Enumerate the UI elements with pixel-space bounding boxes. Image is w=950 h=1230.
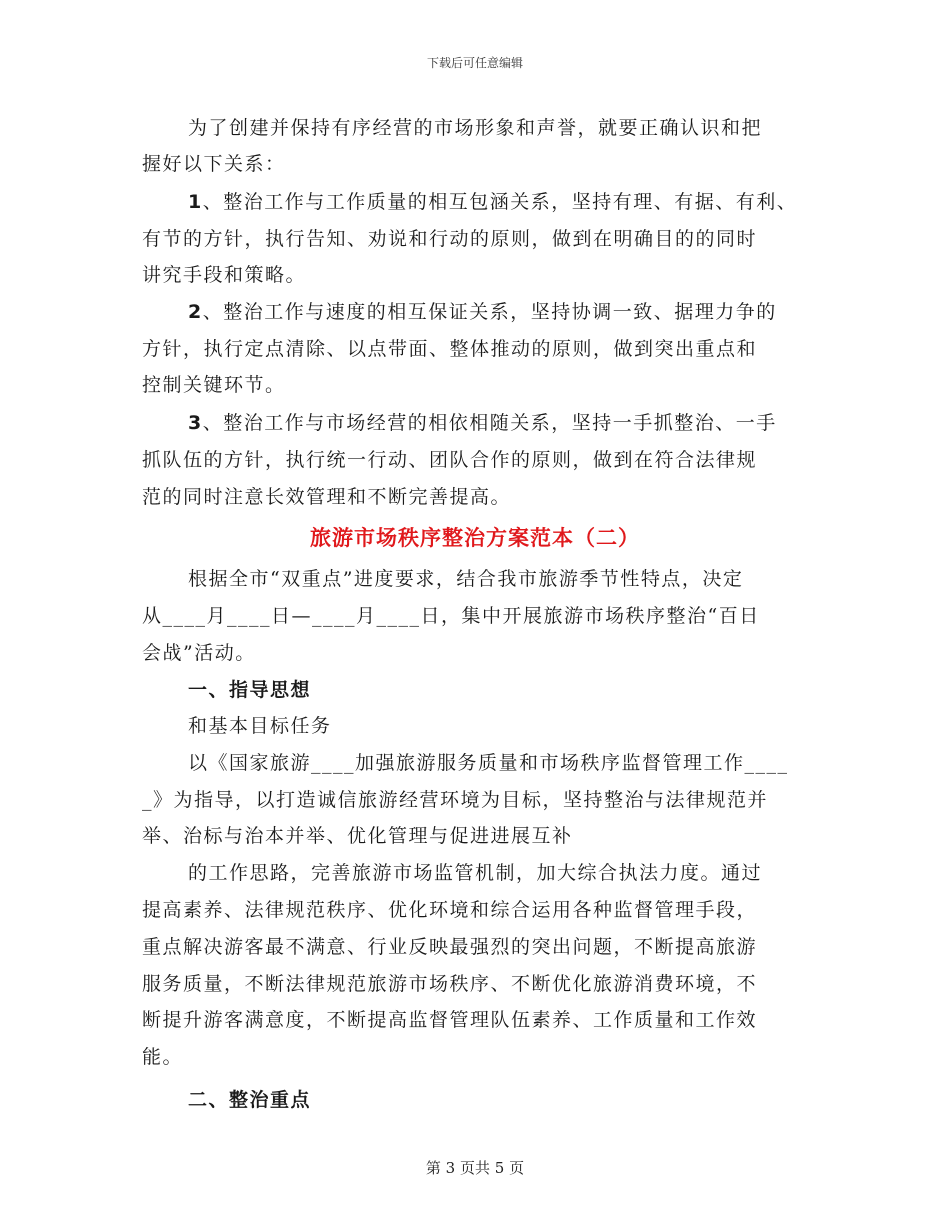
- heading-key-points: 二、整治重点: [188, 1089, 312, 1111]
- list-number: 1: [188, 191, 203, 213]
- paragraph-line: 根据全市“双重点”进度要求，结合我市旅游季节性特点，决定: [188, 568, 744, 590]
- list-item-2: [188, 300, 777, 324]
- list-number: 3: [188, 412, 203, 434]
- list-text: 、整治工作与市场经营的相依相随关系，坚持一手抓整治、一手: [202, 412, 777, 434]
- list-text: 、整治工作与速度的相互保证关系，坚持协调一致、据理力争的: [202, 301, 777, 323]
- paragraph-line: 会战”活动。: [142, 642, 256, 664]
- paragraph-line: 断提升游客满意度，不断提高监督管理队伍素养、工作质量和工作效: [142, 1009, 758, 1031]
- paragraph-line: 握好以下关系：: [142, 153, 286, 175]
- page-header: 下载后可任意编辑: [426, 56, 523, 70]
- paragraph-line: 抓队伍的方针，执行统一行动、团队合作的原则，做到在符合法律规: [142, 449, 758, 471]
- paragraph-line: 的工作思路，完善旅游市场监管机制，加大综合执法力度。通过: [188, 862, 763, 884]
- page-number: 第 3 页共 5 页: [425, 1159, 525, 1177]
- paragraph-line: 提高素养、法律规范秩序、优化环境和综合运用各种监督管理手段，: [142, 899, 758, 921]
- heading-guiding-thought: 一、指导思想: [188, 679, 312, 701]
- list-item-1: [188, 190, 797, 214]
- paragraph-line: _》为指导，以打造诚信旅游经营环境为目标，坚持整治与法律规范并: [142, 789, 769, 811]
- paragraph-line: 讲究手段和策略。: [142, 264, 307, 286]
- paragraph-line: 能。: [142, 1046, 184, 1068]
- list-text: 、整治工作与工作质量的相互包涵关系，坚持有理、有据、有利、: [202, 191, 798, 213]
- paragraph-line: 为了创建并保持有序经营的市场形象和声誉，就要正确认识和把: [188, 117, 763, 139]
- paragraph-line: 控制关键环节。: [142, 374, 286, 396]
- paragraph-line: 重点解决游客最不满意、行业反映最强烈的突出问题，不断提高旅游: [142, 936, 758, 958]
- paragraph-line: 范的同时注意长效管理和不断完善提高。: [142, 486, 512, 508]
- paragraph-line: 服务质量，不断法律规范旅游市场秩序、不断优化旅游消费环境，不: [142, 973, 758, 995]
- paragraph-line: 方针，执行定点清除、以点带面、整体推动的原则，做到突出重点和: [142, 338, 758, 360]
- list-number: 2: [188, 301, 203, 323]
- paragraph-line: 和基本目标任务: [188, 715, 332, 737]
- paragraph-line: 举、治标与治本并举、优化管理与促进进展互补: [142, 825, 573, 847]
- paragraph-line: 有节的方针，执行告知、劝说和行动的原则，做到在明确目的的同时: [142, 228, 758, 250]
- paragraph-line: 以《国家旅游____加强旅游服务质量和市场秩序监督管理工作____: [188, 752, 789, 774]
- section-title: 旅游市场秩序整治方案范本（二）: [310, 526, 640, 550]
- paragraph-line: 从____月____日—____月____日，集中开展旅游市场秩序整治“百日: [142, 605, 760, 627]
- list-item-3: [188, 411, 777, 435]
